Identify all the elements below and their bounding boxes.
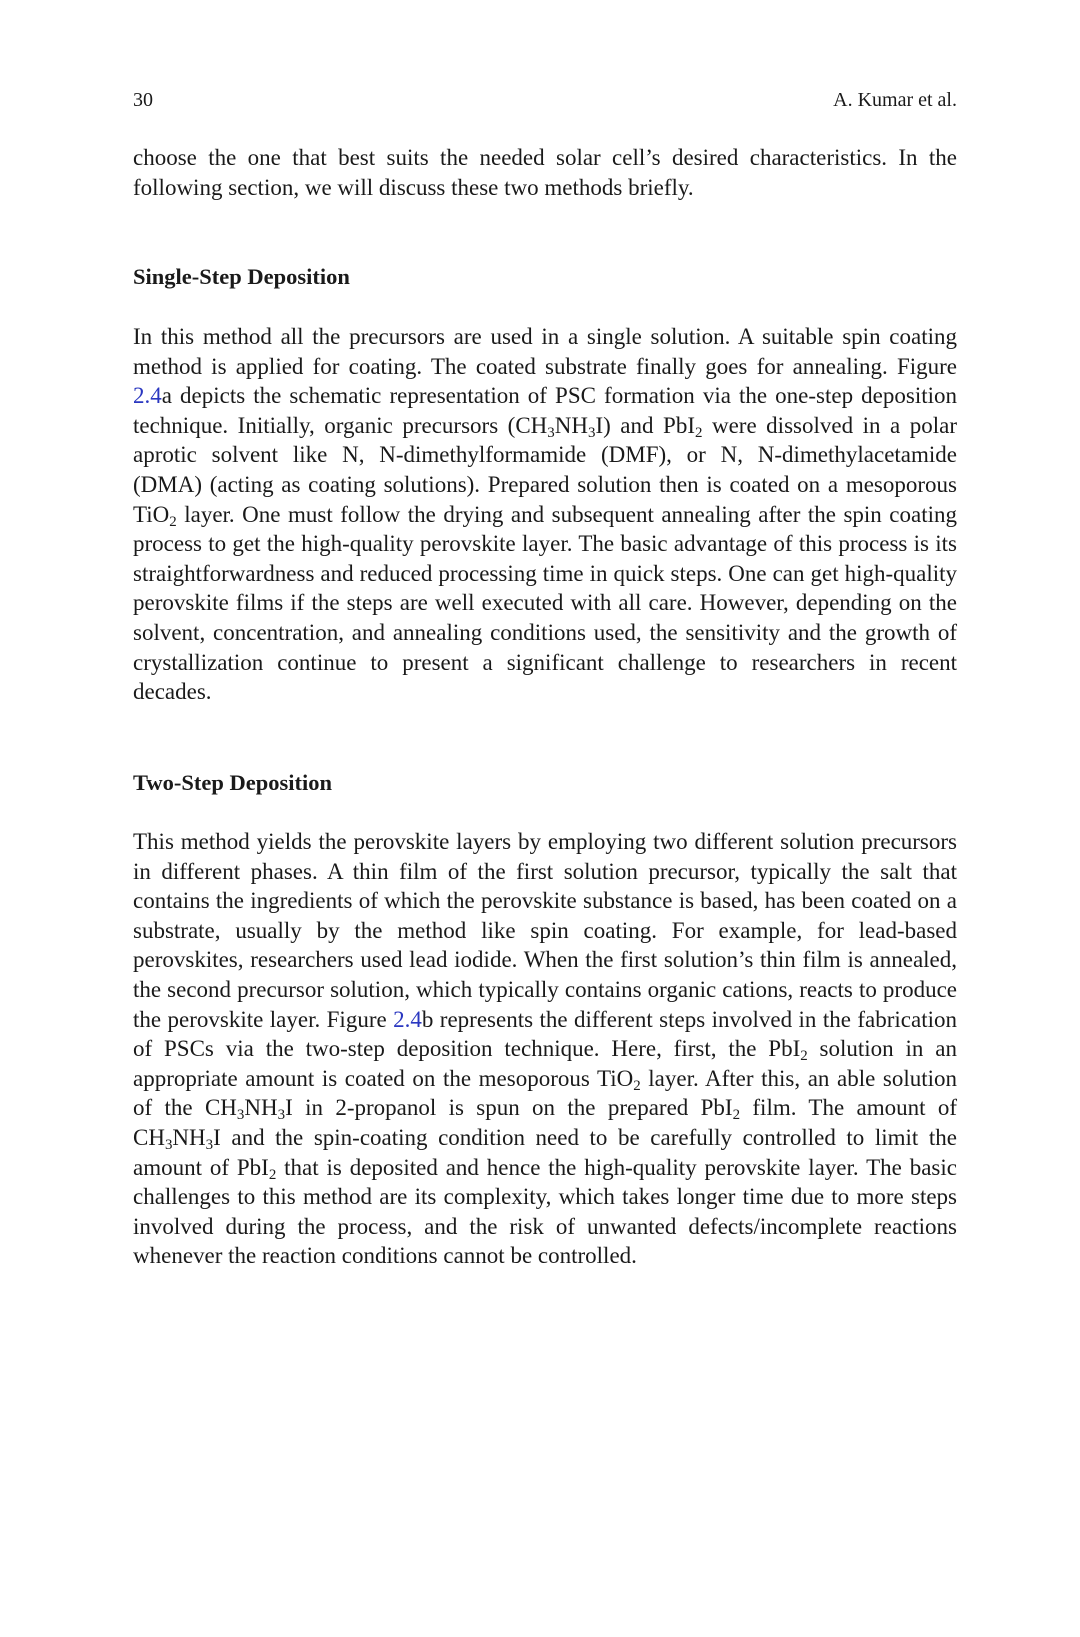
figure-link[interactable]: 2.4 (133, 383, 162, 409)
text-run: This method yields the perovskite layers by employing two different solution precursors in different phases. A thin film of the first solution precursor, typically the salt that contains the ingredients of which the perovskite substance is based, has been coated on a substrate, usually by the method like spin coating. For example, for lead-based perovskites, researchers used lead iodide. When the first solution’s thin film is annealed, the second precursor solution, which typically contains organic cations, reacts to produce the perovskite layer. Figure (133, 829, 957, 1032)
text-run: I and the spin-coating condition need to be carefully controlled to limit the amount of PbI (133, 1124, 957, 1180)
text-run: layer. One must follow the drying and subsequent annealing after the spin coating process to get the high-quality perovskite layer. The basic advantage of this process is its straightforwardness and reduced processing time in quick steps. One can get high-quality perovskite films if the steps are well executed with all care. However, depending on the solvent, concentration, and annealing conditions used, the sensitivity and the growth of crystallization continue to present a significant challenge to researchers in recent decades. (133, 501, 957, 705)
section-heading-two-step: Two-Step Deposition (133, 770, 332, 795)
subscript: 3 (547, 424, 555, 441)
text-run: NH (244, 1095, 278, 1121)
text-run: layer. After this, an able solution of the CH (133, 1065, 957, 1121)
subscript: 3 (205, 1137, 214, 1154)
text-run: NH (554, 412, 588, 438)
page-number: 30 (133, 89, 153, 111)
running-head: A. Kumar et al. (833, 89, 957, 111)
text-run: were dissolved in a polar aprotic solvent like N, N-dimethylformamide (DMF), or N, N-dimethylacetamide (DMA) (acting as coating solutions). Prepared solution then is coated on a mesoporous TiO (133, 412, 957, 527)
text-run: that is deposited and hence the high-quality perovskite layer. The basic challenges to this method are its complexity, which takes longer time due to more steps involved during the process, and the risk of unwanted defects/incomplete reactions whenever the reaction conditions cannot be controlled. (133, 1154, 957, 1269)
page-header (133, 86, 957, 114)
text-run: solution in an appropriate amount is coated on the mesoporous TiO (133, 1036, 957, 1091)
text-run: a depicts the schematic representation of PSC formation via the one-step deposition technique. Initially, organic precursors (CH (133, 383, 957, 438)
text-run: I in 2-propanol is spun on the prepared PbI (285, 1095, 733, 1121)
section-heading-single-step: Single-Step Deposition (133, 264, 350, 289)
text-run: In this method all the precursors are used in a single solution. A suitable spin coating method is applied for coating. The coated substrate finally goes for annealing. Figure (133, 324, 957, 379)
subscript: 2 (800, 1048, 808, 1065)
text-run: film. The amount of CH (133, 1095, 957, 1150)
subscript: 2 (268, 1166, 277, 1183)
subscript: 2 (732, 1107, 741, 1124)
figure-link[interactable]: 2.4 (393, 1006, 422, 1032)
subscript: 3 (164, 1137, 173, 1154)
subscript: 2 (169, 513, 177, 530)
intro-text: choose the one that best suits the needed solar cell’s desired characteristics. In the following section, we will discuss these two methods briefly. (133, 145, 957, 200)
two-step-paragraph (133, 827, 957, 1271)
intro-paragraph (133, 143, 957, 202)
subscript: 2 (694, 424, 703, 441)
subscript: 3 (587, 424, 596, 441)
text-run: NH (172, 1124, 206, 1150)
single-step-paragraph (133, 322, 957, 707)
subscript: 3 (277, 1107, 286, 1124)
text-run: b represents the different steps involved in the fabrication of PSCs via the two-step deposition technique. Here, first, the PbI (133, 1006, 957, 1062)
subscript: 3 (236, 1107, 245, 1124)
subscript: 2 (633, 1077, 641, 1094)
text-run: I) and PbI (595, 412, 695, 438)
